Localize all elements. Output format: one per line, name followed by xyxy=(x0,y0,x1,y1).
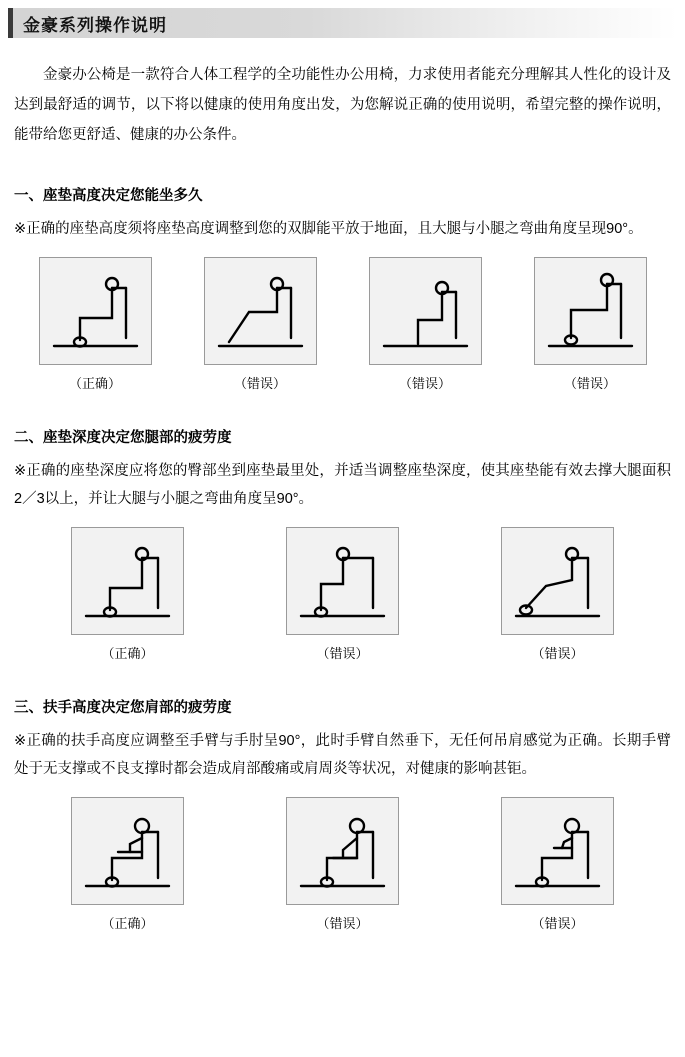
page-title-bar xyxy=(8,8,677,38)
title-accent-bar xyxy=(8,8,13,38)
figure-seat-wrong-2 xyxy=(343,257,508,392)
section-1 xyxy=(14,184,671,243)
section-2 xyxy=(14,426,671,513)
figure-seat-wrong-3 xyxy=(508,257,673,392)
figure-caption: （错误） xyxy=(531,916,584,931)
figure-depth-wrong-1 xyxy=(235,527,450,662)
section-1-heading: 一、座垫高度决定您能坐多久 xyxy=(14,188,203,204)
figure-box xyxy=(534,257,647,365)
figure-depth-correct xyxy=(20,527,235,662)
figure-caption: （错误） xyxy=(316,916,369,931)
section-1-body: ※正确的座垫高度须将座垫高度调整到您的双脚能平放于地面，且大腿与小腿之弯曲角度呈现90°。 xyxy=(14,221,643,237)
figure-depth-wrong-2 xyxy=(450,527,665,662)
figure-box xyxy=(286,797,399,905)
figure-box xyxy=(39,257,152,365)
figure-seat-wrong-1 xyxy=(178,257,343,392)
section-3-figure-row xyxy=(0,797,685,932)
figure-box xyxy=(71,527,184,635)
figure-caption: （正确） xyxy=(68,376,121,391)
figure-arm-correct xyxy=(20,797,235,932)
figure-caption: （错误） xyxy=(316,646,369,661)
section-1-figure-row xyxy=(0,257,685,392)
section-3 xyxy=(14,696,671,783)
section-3-heading: 三、扶手高度决定您肩部的疲劳度 xyxy=(14,700,232,716)
figure-arm-wrong-1 xyxy=(235,797,450,932)
figure-arm-wrong-2 xyxy=(450,797,665,932)
figure-box xyxy=(286,527,399,635)
section-2-figure-row xyxy=(0,527,685,662)
figure-caption: （错误） xyxy=(531,646,584,661)
figure-caption: （正确） xyxy=(101,646,154,661)
figure-box xyxy=(501,797,614,905)
figure-box xyxy=(204,257,317,365)
section-2-body: ※正确的座垫深度应将您的臀部坐到座垫最里处，并适当调整座垫深度，使其座垫能有效去撑大腿面积2／3以上，并让大腿与小腿之弯曲角度呈90°。 xyxy=(14,463,671,507)
document-page xyxy=(0,8,685,932)
figure-caption: （正确） xyxy=(101,916,154,931)
section-3-body: ※正确的扶手高度应调整至手臂与手肘呈90°，此时手臂自然垂下，无任何吊肩感觉为正确。长期手臂处于无支撑或不良支撑时都会造成肩部酸痛或肩周炎等状况，对健康的影响甚钜。 xyxy=(14,733,671,777)
page-title: 金豪系列操作说明 xyxy=(23,15,167,35)
figure-caption: （错误） xyxy=(233,376,286,391)
section-2-heading: 二、座垫深度决定您腿部的疲劳度 xyxy=(14,430,232,446)
figure-box xyxy=(501,527,614,635)
figure-caption: （错误） xyxy=(398,376,451,391)
figure-box xyxy=(71,797,184,905)
intro-paragraph: 金豪办公椅是一款符合人体工程学的全功能性办公用椅，力求使用者能充分理解其人性化的设计及达到最舒适的调节，以下将以健康的使用角度出发，为您解说正确的使用说明，希望完整的操作说明，能带给您更舒适、健康的办公条件。 xyxy=(14,67,671,143)
figure-caption: （错误） xyxy=(563,376,616,391)
figure-box xyxy=(369,257,482,365)
figure-seat-correct xyxy=(13,257,178,392)
